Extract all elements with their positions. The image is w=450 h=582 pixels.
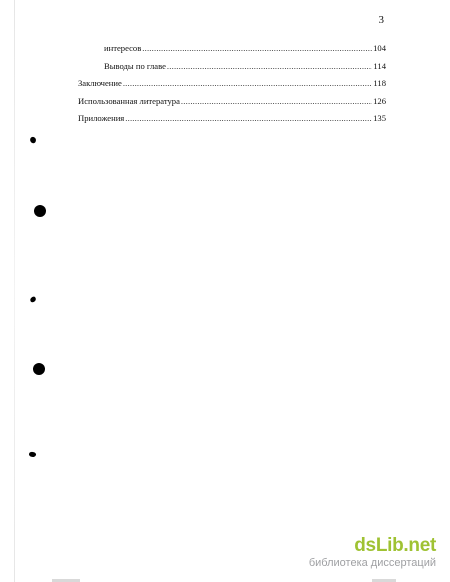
toc-entry-title: интересов: [104, 43, 142, 53]
toc-leader-dots: [125, 113, 372, 124]
toc-leader-dots: [123, 78, 373, 89]
logo-part-net: .net: [403, 535, 436, 556]
page-number: 3: [378, 14, 384, 26]
toc-entry-title: Выводы по главе: [104, 61, 166, 71]
toc-entry-page: 104: [373, 43, 386, 53]
binder-hole-mark: [33, 363, 45, 375]
logo-part-lib: Lib: [375, 535, 404, 556]
ink-blot-mark: [29, 296, 37, 303]
toc-entry: [78, 113, 386, 124]
toc-entry-title: Приложения: [78, 113, 125, 123]
toc-entry: [104, 43, 386, 54]
watermark-subtitle: библиотека диссертаций: [308, 557, 436, 569]
toc-entry-page: 114: [373, 61, 386, 71]
toc-entry: [104, 61, 386, 72]
toc-entry-title: Использованная литература: [78, 96, 180, 106]
ink-blot-mark: [28, 451, 36, 458]
toc-leader-dots: [167, 61, 373, 72]
toc-entry-title: Заключение: [78, 78, 122, 88]
ink-blot-mark: [29, 136, 37, 144]
binder-hole-mark: [34, 205, 46, 217]
toc-entry-page: 118: [373, 78, 386, 88]
logo-part-ds: ds: [354, 535, 376, 556]
toc-entry-page: 126: [373, 96, 386, 106]
toc-entry-page: 135: [373, 113, 386, 123]
scan-edge: [14, 0, 15, 582]
dslib-watermark: [309, 536, 436, 570]
toc-entry: [78, 78, 386, 89]
toc-entry: [78, 96, 386, 107]
dslib-logo: [309, 536, 436, 556]
toc-leader-dots: [142, 43, 372, 54]
toc-leader-dots: [181, 96, 372, 107]
